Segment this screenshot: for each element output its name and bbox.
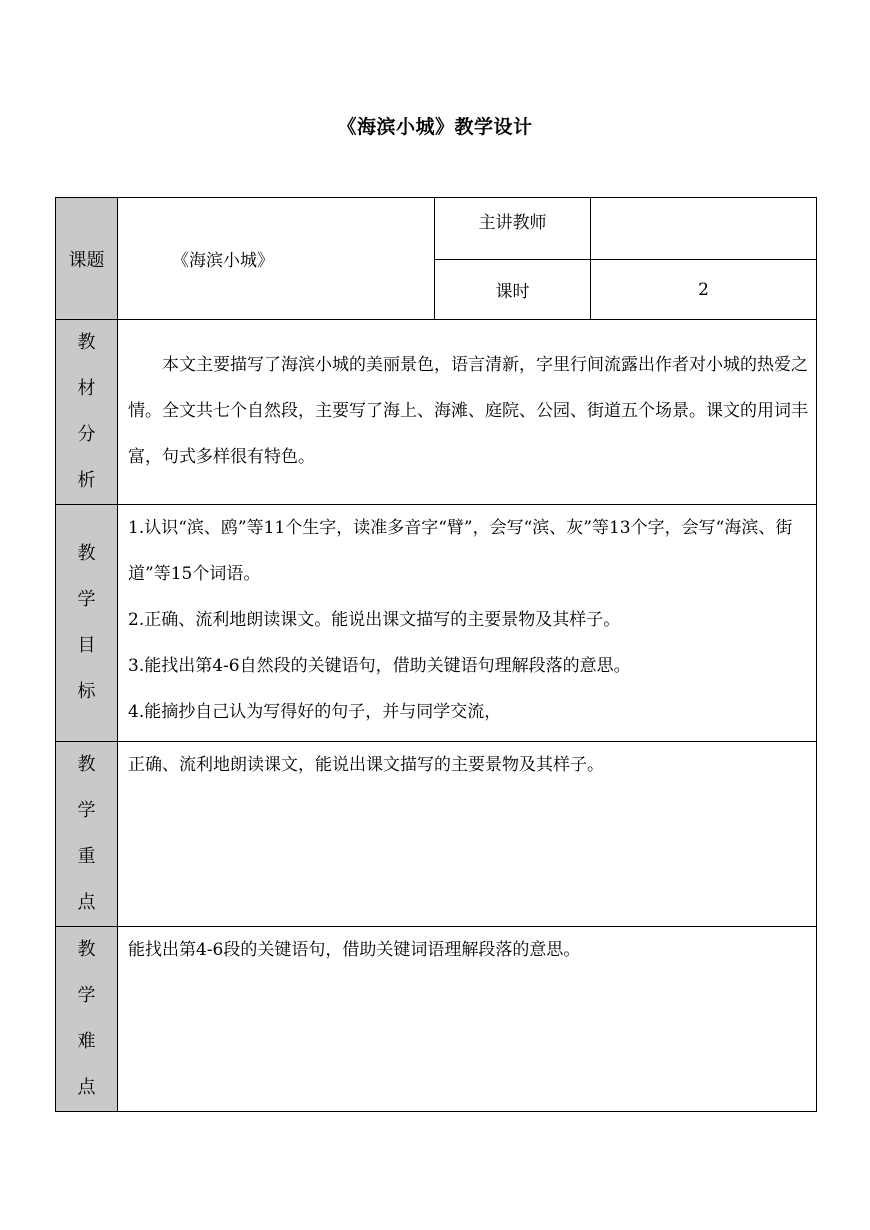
key-points-label	[56, 742, 118, 927]
objective-item-3: 3.能找出第4-6自然段的关键语句，借助关键语句理解段落的意思。	[128, 656, 631, 676]
objectives-label-line1: 教学	[77, 543, 106, 610]
teacher-label-cell	[435, 198, 591, 260]
difficulties-text: 能找出第4-6段的关键语句，借助关键词语理解段落的意思。	[128, 940, 581, 960]
key-points-label-line1: 教学	[77, 754, 106, 821]
analysis-text: 本文主要描写了海滨小城的美丽景色，语言清新，字里行间流露出作者对小城的热爱之情。全文共七个自然段，主要写了海上、海滩、庭院、公园、街道五个场景。课文的用词丰富，句式多样很有特色。	[128, 355, 808, 467]
hours-label: 课时	[435, 260, 591, 320]
objectives-cell	[118, 505, 817, 742]
teacher-value	[591, 198, 817, 260]
key-points-text: 正确、流利地朗读课文，能说出课文描写的主要景物及其样子。	[128, 755, 604, 775]
topic-value: 《海滨小城》	[172, 251, 274, 271]
objectives-label	[56, 505, 118, 742]
objectives-label-line2: 目标	[77, 635, 106, 702]
difficulties-label-line1: 教学	[77, 939, 106, 1006]
topic-label: 课题	[56, 198, 118, 320]
teacher-label: 主讲教师	[478, 213, 547, 233]
difficulties-label	[56, 927, 118, 1112]
objective-item-1: 1.认识“滨、鸥”等11个生字，读准多音字“臂”，会写“滨、灰”等13个字，会写“海滨、街道”等15个词语。	[128, 518, 793, 584]
analysis-cell	[118, 320, 817, 505]
page-title: 《海滨小城》教学设计	[337, 116, 533, 138]
hours-value: 2	[591, 260, 817, 320]
analysis-label-line2: 分析	[77, 424, 106, 491]
difficulties-label-line2: 难点	[77, 1031, 106, 1098]
lesson-plan-table	[55, 197, 816, 1112]
difficulties-cell	[118, 927, 817, 1112]
objective-item-2: 2.正确、流利地朗读课文。能说出课文描写的主要景物及其样子。	[128, 610, 621, 630]
analysis-label-line1: 教材	[77, 332, 106, 399]
topic-value-cell	[118, 198, 435, 320]
analysis-label	[56, 320, 118, 505]
key-points-cell	[118, 742, 817, 927]
objective-item-4: 4.能摘抄自己认为写得好的句子，并与同学交流，	[128, 702, 502, 722]
key-points-label-line2: 重点	[77, 846, 106, 913]
